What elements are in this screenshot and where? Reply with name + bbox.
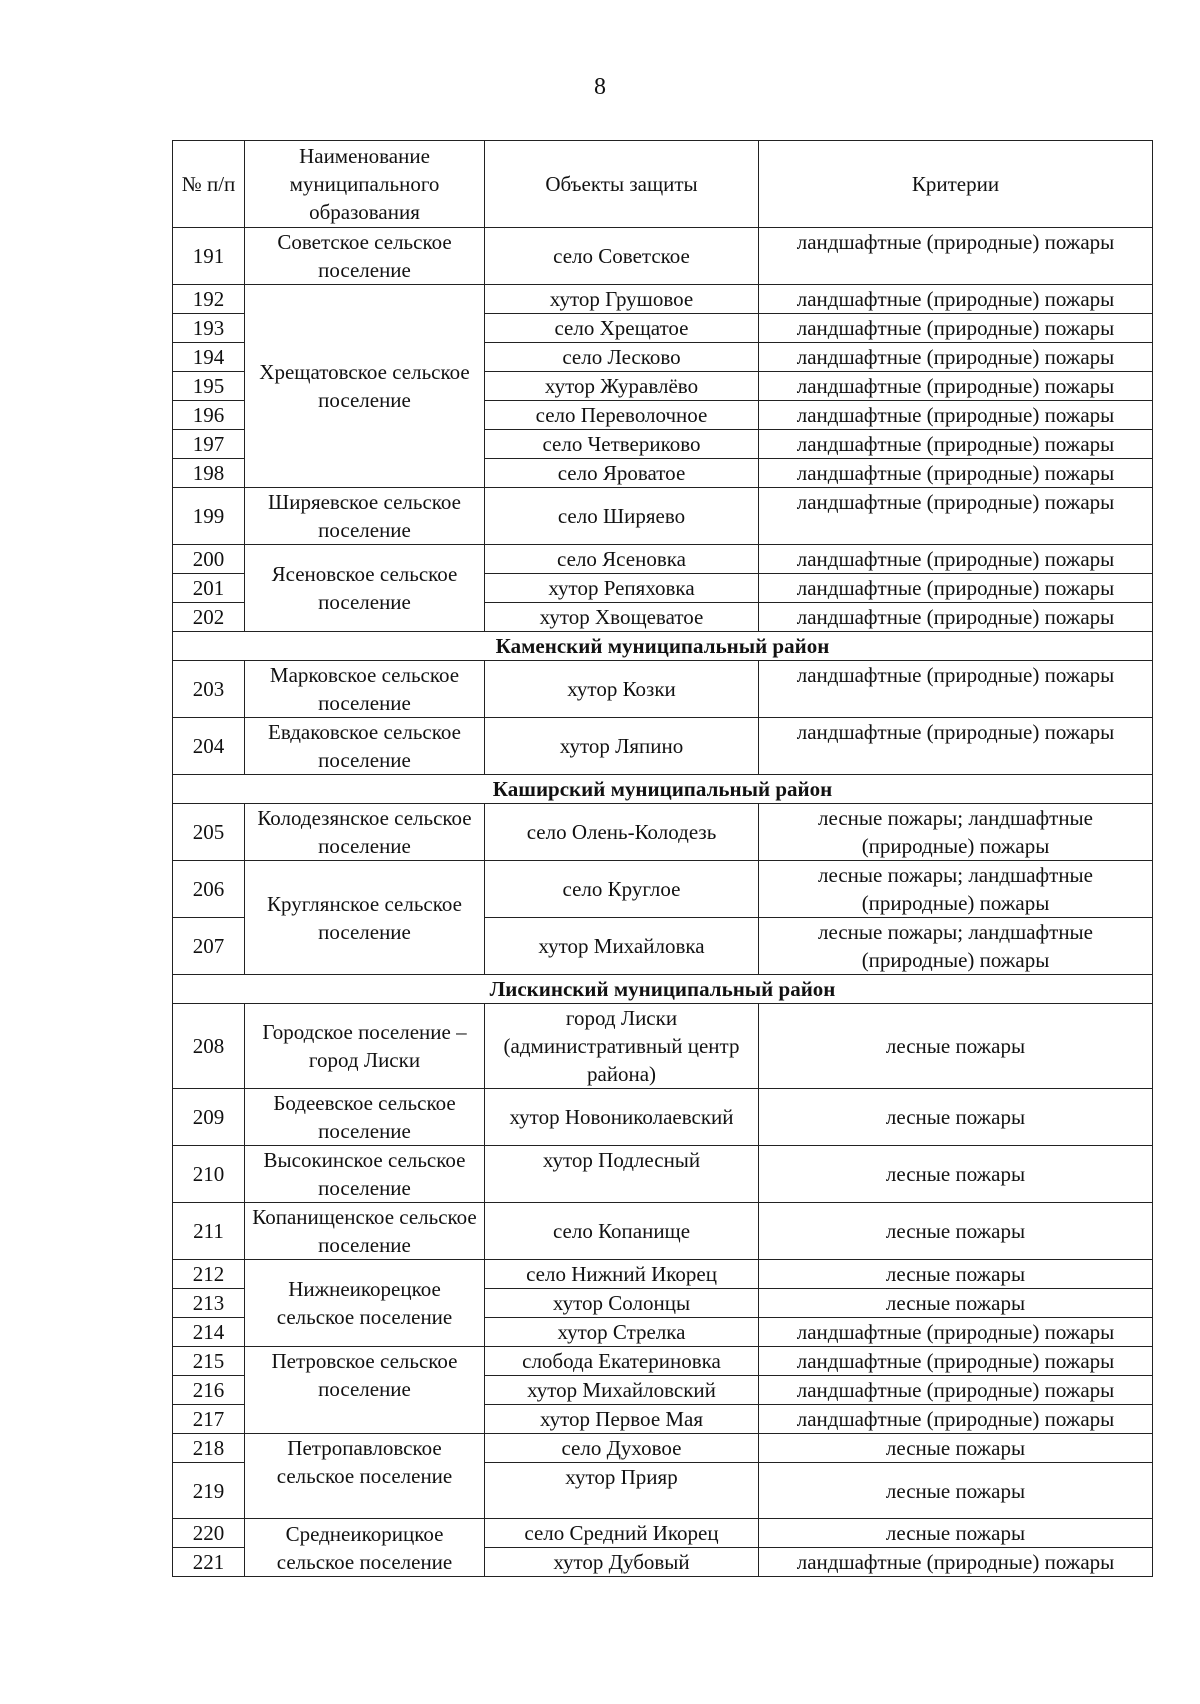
row-number: 199 xyxy=(173,488,245,545)
criteria-cell: ландшафтные (природные) пожары xyxy=(759,372,1153,401)
table-row xyxy=(173,228,1153,285)
row-number: 198 xyxy=(173,459,245,488)
criteria-cell: ландшафтные (природные) пожары xyxy=(759,1548,1153,1577)
municipality-cell: Круглянское сельское поселение xyxy=(245,861,485,975)
criteria-cell: лесные пожары xyxy=(759,1463,1153,1519)
object-cell: хутор Дубовый xyxy=(485,1548,759,1577)
criteria-cell: ландшафтные (природные) пожары xyxy=(759,488,1153,545)
object-cell: хутор Ляпино xyxy=(485,718,759,775)
criteria-cell: ландшафтные (природные) пожары xyxy=(759,459,1153,488)
row-number: 207 xyxy=(173,918,245,975)
municipality-cell: Колодезянское сельское поселение xyxy=(245,804,485,861)
table-row xyxy=(173,1260,1153,1289)
object-cell: хутор Прияр xyxy=(485,1463,759,1519)
header-municipality: Наименование муниципального образования xyxy=(245,141,485,228)
criteria-cell: ландшафтные (природные) пожары xyxy=(759,1405,1153,1434)
row-number: 192 xyxy=(173,285,245,314)
table-row xyxy=(173,1519,1153,1548)
row-number: 191 xyxy=(173,228,245,285)
object-cell: город Лиски (административный центр района) xyxy=(485,1004,759,1089)
table-row xyxy=(173,488,1153,545)
criteria-cell: ландшафтные (природные) пожары xyxy=(759,430,1153,459)
object-cell: село Круглое xyxy=(485,861,759,918)
object-cell: село Нижний Икорец xyxy=(485,1260,759,1289)
object-cell: село Четвериково xyxy=(485,430,759,459)
object-cell: хутор Хвощеватое xyxy=(485,603,759,632)
table-row xyxy=(173,1434,1153,1463)
municipality-cell: Марковское сельское поселение xyxy=(245,661,485,718)
object-cell: хутор Репяховка xyxy=(485,574,759,603)
row-number: 193 xyxy=(173,314,245,343)
municipality-cell: Петропавловское сельское поселение xyxy=(245,1434,485,1519)
object-cell: хутор Стрелка xyxy=(485,1318,759,1347)
municipality-cell: Высокинское сельское поселение xyxy=(245,1146,485,1203)
object-cell: слобода Екатериновка xyxy=(485,1347,759,1376)
object-cell: село Копанище xyxy=(485,1203,759,1260)
table-row xyxy=(173,1347,1153,1376)
municipality-cell: Копанищенское сельское поселение xyxy=(245,1203,485,1260)
criteria-cell: ландшафтные (природные) пожары xyxy=(759,1318,1153,1347)
criteria-cell: лесные пожары xyxy=(759,1519,1153,1548)
row-number: 200 xyxy=(173,545,245,574)
header-criteria: Критерии xyxy=(759,141,1153,228)
table-row xyxy=(173,861,1153,918)
row-number: 210 xyxy=(173,1146,245,1203)
criteria-cell: лесные пожары; ландшафтные (природные) пожары xyxy=(759,804,1153,861)
object-cell: село Переволочное xyxy=(485,401,759,430)
row-number: 201 xyxy=(173,574,245,603)
municipality-cell: Бодеевское сельское поселение xyxy=(245,1089,485,1146)
criteria-cell: ландшафтные (природные) пожары xyxy=(759,314,1153,343)
object-cell: село Ясеновка xyxy=(485,545,759,574)
object-cell: хутор Новониколаевский xyxy=(485,1089,759,1146)
row-number: 215 xyxy=(173,1347,245,1376)
criteria-cell: лесные пожары xyxy=(759,1260,1153,1289)
criteria-cell: лесные пожары xyxy=(759,1004,1153,1089)
row-number: 209 xyxy=(173,1089,245,1146)
row-number: 218 xyxy=(173,1434,245,1463)
object-cell: хутор Журавлёво xyxy=(485,372,759,401)
row-number: 195 xyxy=(173,372,245,401)
section-row xyxy=(173,775,1153,804)
criteria-cell: лесные пожары; ландшафтные (природные) пожары xyxy=(759,861,1153,918)
object-cell: хутор Грушовое xyxy=(485,285,759,314)
criteria-cell: ландшафтные (природные) пожары xyxy=(759,343,1153,372)
municipality-cell: Ширяевское сельское поселение xyxy=(245,488,485,545)
criteria-cell: лесные пожары xyxy=(759,1289,1153,1318)
protection-objects-table xyxy=(172,140,1153,1577)
row-number: 220 xyxy=(173,1519,245,1548)
table-row xyxy=(173,285,1153,314)
object-cell: село Советское xyxy=(485,228,759,285)
municipality-cell: Советское сельское поселение xyxy=(245,228,485,285)
row-number: 197 xyxy=(173,430,245,459)
row-number: 204 xyxy=(173,718,245,775)
object-cell: хутор Козки xyxy=(485,661,759,718)
row-number: 205 xyxy=(173,804,245,861)
row-number: 211 xyxy=(173,1203,245,1260)
table-row xyxy=(173,1004,1153,1089)
object-cell: хутор Солонцы xyxy=(485,1289,759,1318)
table-row xyxy=(173,804,1153,861)
criteria-cell: лесные пожары xyxy=(759,1434,1153,1463)
object-cell: село Лесково xyxy=(485,343,759,372)
section-row xyxy=(173,975,1153,1004)
object-cell: село Олень-Колодезь xyxy=(485,804,759,861)
row-number: 221 xyxy=(173,1548,245,1577)
municipality-cell: Евдаковское сельское поселение xyxy=(245,718,485,775)
table-row xyxy=(173,661,1153,718)
row-number: 217 xyxy=(173,1405,245,1434)
table-row xyxy=(173,1146,1153,1203)
table-row xyxy=(173,1089,1153,1146)
municipality-cell: Ясеновское сельское поселение xyxy=(245,545,485,632)
criteria-cell: ландшафтные (природные) пожары xyxy=(759,1347,1153,1376)
criteria-cell: ландшафтные (природные) пожары xyxy=(759,401,1153,430)
row-number: 203 xyxy=(173,661,245,718)
row-number: 214 xyxy=(173,1318,245,1347)
object-cell: село Средний Икорец xyxy=(485,1519,759,1548)
object-cell: село Яроватое xyxy=(485,459,759,488)
municipality-cell: Петровское сельское поселение xyxy=(245,1347,485,1434)
row-number: 202 xyxy=(173,603,245,632)
table-header-row xyxy=(173,141,1153,228)
section-title: Лискинский муниципальный район xyxy=(173,975,1153,1004)
object-cell: хутор Михайловка xyxy=(485,918,759,975)
row-number: 206 xyxy=(173,861,245,918)
criteria-cell: лесные пожары; ландшафтные (природные) пожары xyxy=(759,918,1153,975)
table-row xyxy=(173,1203,1153,1260)
criteria-cell: лесные пожары xyxy=(759,1089,1153,1146)
row-number: 216 xyxy=(173,1376,245,1405)
row-number: 212 xyxy=(173,1260,245,1289)
criteria-cell: ландшафтные (природные) пожары xyxy=(759,1376,1153,1405)
criteria-cell: ландшафтные (природные) пожары xyxy=(759,718,1153,775)
criteria-cell: ландшафтные (природные) пожары xyxy=(759,228,1153,285)
object-cell: хутор Михайловский xyxy=(485,1376,759,1405)
object-cell: село Духовое xyxy=(485,1434,759,1463)
object-cell: хутор Первое Мая xyxy=(485,1405,759,1434)
object-cell: село Ширяево xyxy=(485,488,759,545)
object-cell: село Хрещатое xyxy=(485,314,759,343)
row-number: 219 xyxy=(173,1463,245,1519)
section-title: Каменский муниципальный район xyxy=(173,632,1153,661)
criteria-cell: ландшафтные (природные) пожары xyxy=(759,574,1153,603)
section-title: Каширский муниципальный район xyxy=(173,775,1153,804)
criteria-cell: ландшафтные (природные) пожары xyxy=(759,603,1153,632)
municipality-cell: Хрещатовское сельское поселение xyxy=(245,285,485,488)
table-row xyxy=(173,545,1153,574)
municipality-cell: Среднеикорицкое сельское поселение xyxy=(245,1519,485,1577)
row-number: 196 xyxy=(173,401,245,430)
row-number: 194 xyxy=(173,343,245,372)
municipality-cell: Нижнеикорецкое сельское поселение xyxy=(245,1260,485,1347)
criteria-cell: ландшафтные (природные) пожары xyxy=(759,661,1153,718)
object-cell: хутор Подлесный xyxy=(485,1146,759,1203)
criteria-cell: ландшафтные (природные) пожары xyxy=(759,285,1153,314)
criteria-cell: ландшафтные (природные) пожары xyxy=(759,545,1153,574)
page-number: 8 xyxy=(594,74,606,100)
criteria-cell: лесные пожары xyxy=(759,1203,1153,1260)
criteria-cell: лесные пожары xyxy=(759,1146,1153,1203)
header-objects: Объекты защиты xyxy=(485,141,759,228)
municipality-cell: Городское поселение – город Лиски xyxy=(245,1004,485,1089)
row-number: 213 xyxy=(173,1289,245,1318)
header-num: № п/п xyxy=(173,141,245,228)
table-row xyxy=(173,718,1153,775)
section-row xyxy=(173,632,1153,661)
row-number: 208 xyxy=(173,1004,245,1089)
